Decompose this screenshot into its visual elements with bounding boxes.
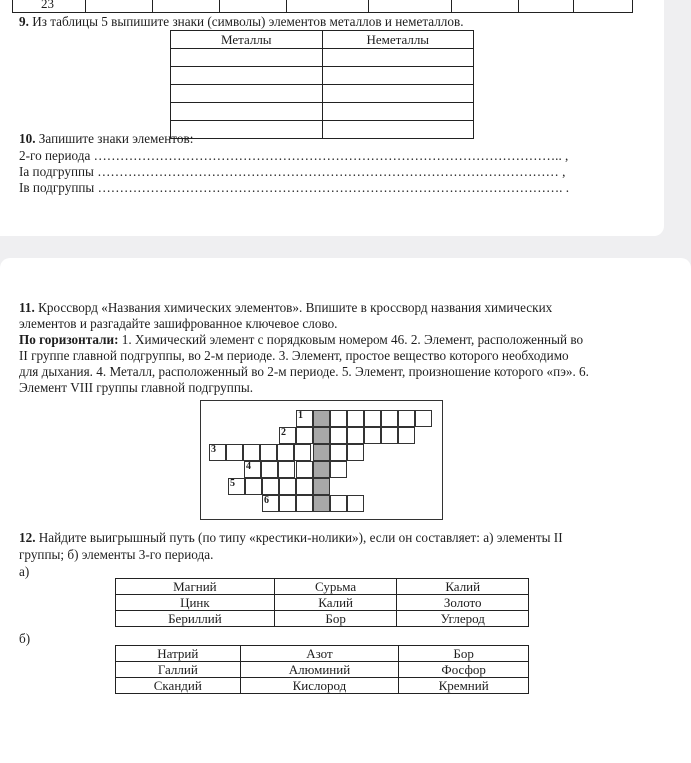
crossword-cell[interactable] [398,427,415,444]
crossword-cell[interactable] [398,410,415,427]
game-cell[interactable]: Кислород [240,678,399,694]
game-cell[interactable]: Бор [274,611,397,627]
crossword-number: 2 [281,427,286,438]
crossword-key-cell[interactable] [313,495,330,512]
answer-cell[interactable] [171,49,323,67]
table-row [116,646,529,662]
table-row [171,49,474,67]
table-row [171,67,474,85]
crossword-key-cell[interactable] [313,410,330,427]
crossword-cell[interactable] [296,461,313,478]
crossword-cell[interactable] [262,478,279,495]
crossword-cell[interactable] [296,427,313,444]
metals-header: Металлы [171,31,323,49]
game-cell[interactable]: Кремний [399,678,529,694]
crossword-key-cell[interactable] [313,444,330,461]
crossword-cell[interactable] [330,461,347,478]
crossword-cell[interactable] [261,461,278,478]
table-divider [85,0,86,12]
task10-line-ia: Iа подгруппы …………………………………………………………………………………………… , [19,164,566,179]
task11-number: 11. [19,300,35,315]
table-row [171,85,474,103]
worksheet-card-top [0,0,664,236]
crossword-cell[interactable] [330,410,347,427]
crossword-cell[interactable] [381,427,398,444]
table-divider [451,0,452,12]
crossword-cell[interactable] [243,444,260,461]
metals-nonmetals-table [170,30,474,139]
crossword-number: 1 [298,410,303,421]
task9-text [19,14,464,30]
game-cell[interactable]: Скандий [116,678,241,694]
crossword-cell[interactable] [330,427,347,444]
game-cell[interactable]: Сурьма [274,579,397,595]
game-cell[interactable]: Калий [397,579,529,595]
task10-line-period2: 2-го периода …………………………………………………………………………………………….. , [19,148,569,163]
game-cell[interactable]: Углерод [397,611,529,627]
table-row [116,595,529,611]
crossword-cell[interactable] [364,410,381,427]
crossword-number: 6 [264,495,269,506]
table-row [116,611,529,627]
game-cell[interactable]: Бериллий [116,611,275,627]
table-row [116,678,529,694]
task12-intro: Найдите выигрышный путь (по типу «крестики-нолики»), если он составляет: а) элементы II [35,530,563,545]
crossword-cell[interactable] [296,478,313,495]
crossword-number: 3 [211,444,216,455]
clue-line: II группе главной подгруппы, во 2-м периоде. 3. Элемент, простое вещество которого необходимо [19,348,569,363]
task11-horizontal-clues [19,332,583,348]
crossword-key-cell[interactable] [313,478,330,495]
answer-cell[interactable] [322,49,474,67]
table-divider [518,0,519,12]
task11-line-1 [19,300,552,316]
answer-cell[interactable] [171,67,323,85]
task12-line-1 [19,530,563,546]
answer-cell[interactable] [322,67,474,85]
table-divider [152,0,153,12]
task12-number: 12. [19,530,36,545]
answer-cell[interactable] [171,103,323,121]
table-divider [368,0,369,12]
answer-cell[interactable] [322,103,474,121]
crossword-cell[interactable] [260,444,277,461]
crossword-cell[interactable] [330,444,347,461]
game-cell[interactable]: Цинк [116,595,275,611]
crossword-cell[interactable] [294,444,311,461]
crossword-cell[interactable] [279,495,296,512]
game-table-a [115,578,529,627]
game-cell[interactable]: Азот [240,646,399,662]
game-cell[interactable]: Алюминий [240,662,399,678]
crossword-cell[interactable] [226,444,243,461]
game-cell[interactable]: Калий [274,595,397,611]
crossword-grid [200,400,443,520]
crossword-key-cell[interactable] [313,427,330,444]
crossword-cell[interactable] [296,495,313,512]
table-divider [573,0,574,12]
crossword-cell[interactable] [278,461,295,478]
label-a: а) [19,564,30,579]
crossword-cell[interactable] [364,427,381,444]
crossword-cell[interactable] [245,478,262,495]
table-divider [286,0,287,12]
crossword-cell[interactable] [347,444,364,461]
answer-cell[interactable] [322,85,474,103]
task10-instruction: Запишите знаки элементов: [35,131,194,146]
task9-instruction: Из таблицы 5 выпишите знаки (символы) элементов металлов и неметаллов. [28,14,464,29]
answer-cell[interactable] [171,85,323,103]
table-row [116,662,529,678]
crossword-cell[interactable] [415,410,432,427]
task10-line-ib: Iв подгруппы ……………………………………………………………………………………………. . [19,180,570,195]
crossword-cell[interactable] [277,444,294,461]
task10-text [19,131,193,147]
clue-line: 1. Химический элемент с порядковым номером 46. 2. Элемент, расположенный во [118,332,584,347]
table-row [171,121,474,139]
crossword-number: 5 [230,478,235,489]
crossword-cell[interactable] [347,495,364,512]
answer-cell[interactable] [322,121,474,139]
previous-table-row [12,0,633,13]
crossword-cell[interactable] [279,478,296,495]
task11-line-2: элементов и разгадайте зашифрованное ключевое слово. [19,316,338,331]
nonmetals-header: Неметаллы [322,31,474,49]
game-table-b [115,645,529,694]
crossword-number: 4 [246,461,251,472]
game-cell[interactable]: Бор [399,646,529,662]
game-cell[interactable]: Галлий [116,662,241,678]
task10-number: 10. [19,131,36,146]
game-cell[interactable]: Магний [116,579,275,595]
crossword-cell[interactable] [330,495,347,512]
game-cell[interactable]: Золото [397,595,529,611]
clue-line: для дыхания. 4. Металл, расположенный во 2-м периоде. 5. Элемент, произношение которого «пэ». 6. [19,364,589,379]
game-cell[interactable]: Натрий [116,646,241,662]
previous-table-cell-number: 23 [41,0,54,11]
table-row [116,579,529,595]
game-cell[interactable]: Фосфор [399,662,529,678]
task12-line-2: группы; б) элементы 3-го периода. [19,547,214,562]
crossword-cell[interactable] [347,427,364,444]
crossword-key-cell[interactable] [313,461,330,478]
crossword-cell[interactable] [347,410,364,427]
table-row [171,103,474,121]
horizontal-label: По горизонтали: [19,332,119,347]
clue-line: Элемент VIII группы главной подгруппы. [19,380,254,395]
crossword-cell[interactable] [381,410,398,427]
task11-intro: Кроссворд «Названия химических элементов». Впишите в кроссворд названия химических [34,300,553,315]
task9-number: 9. [19,14,29,29]
label-b: б) [19,631,31,646]
table-divider [219,0,220,12]
